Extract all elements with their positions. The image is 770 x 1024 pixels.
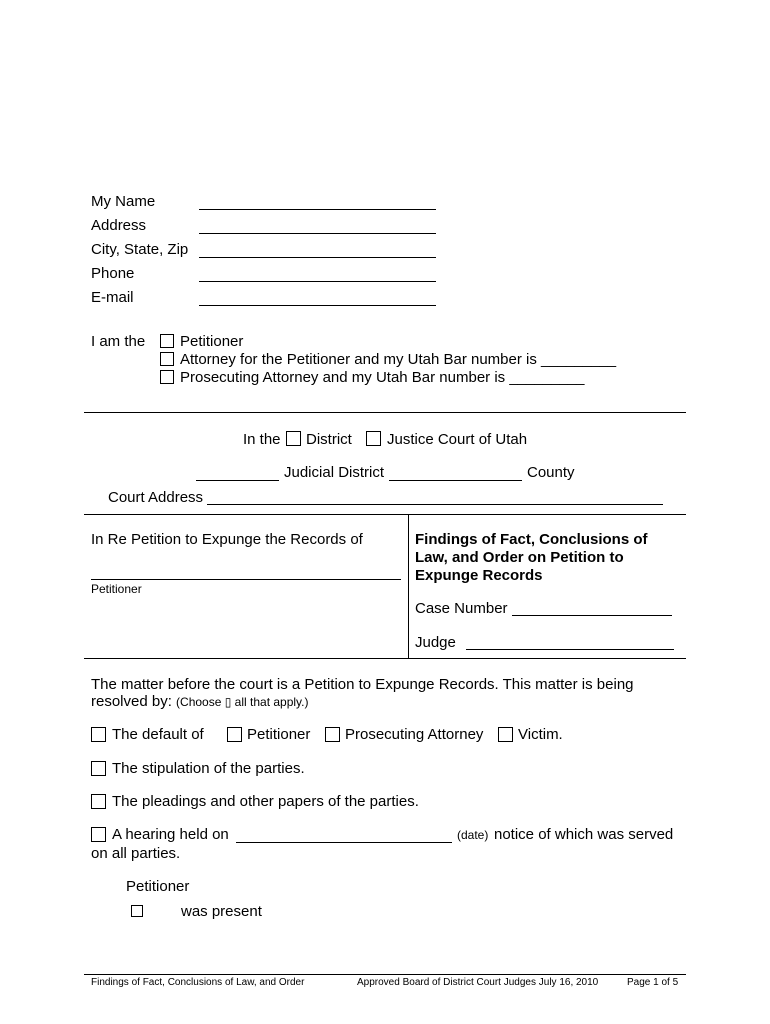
role-attorney-label: Attorney for the Petitioner and my Utah Bar number is _________	[180, 351, 617, 368]
role-petitioner-label: Petitioner	[180, 333, 244, 350]
hearing-checkbox[interactable]	[91, 827, 106, 842]
address-label: Address	[91, 217, 147, 234]
default-of-label: The default of	[112, 726, 204, 743]
prosecuting-attorney-checkbox[interactable]	[160, 370, 174, 384]
caption-top-border	[84, 514, 686, 515]
hearing-label: A hearing held on	[112, 826, 229, 843]
phone-label: Phone	[91, 265, 135, 282]
default-checkbox[interactable]	[91, 727, 106, 742]
judge-field[interactable]	[466, 649, 674, 650]
petitioner-name-field[interactable]	[91, 579, 401, 580]
petitioner-checkbox[interactable]	[160, 334, 174, 348]
attorney-checkbox[interactable]	[160, 352, 174, 366]
resolved-by-text: resolved by:	[91, 693, 172, 710]
petitioner-caption-label: Petitioner	[91, 582, 142, 596]
document-title-line1: Findings of Fact, Conclusions of	[415, 531, 648, 548]
petitioner-present-checkbox[interactable]	[131, 905, 143, 917]
divider	[84, 412, 686, 413]
caption-divider	[408, 514, 409, 658]
footer-page-number: Page 1 of 5	[627, 977, 679, 988]
email-field[interactable]	[199, 305, 436, 306]
stipulation-checkbox[interactable]	[91, 761, 106, 776]
judicial-district-label: Judicial District	[284, 464, 385, 481]
district-label: District	[306, 431, 352, 448]
city-label: City, State, Zip	[91, 241, 189, 258]
document-title-line2: Law, and Order on Petition to	[415, 549, 624, 566]
name-label: My Name	[91, 193, 156, 210]
district-checkbox[interactable]	[286, 431, 301, 446]
judge-label: Judge	[415, 634, 456, 651]
county-label: County	[527, 464, 575, 481]
county-field[interactable]	[389, 480, 522, 481]
pleadings-label: The pleadings and other papers of the parties.	[112, 793, 419, 810]
in-re-text: In Re Petition to Expunge the Records of	[91, 531, 363, 548]
footer-rule	[84, 974, 686, 975]
court-address-label: Court Address	[108, 489, 204, 506]
default-prosecutor-checkbox[interactable]	[325, 727, 340, 742]
phone-field[interactable]	[199, 281, 436, 282]
case-number-field[interactable]	[512, 615, 672, 616]
default-victim-checkbox[interactable]	[498, 727, 513, 742]
footer-center: Approved Board of District Court Judges July 16, 2010	[357, 977, 599, 988]
stipulation-label: The stipulation of the parties.	[112, 760, 305, 777]
default-prosecutor-label: Prosecuting Attorney	[345, 726, 484, 743]
email-label: E-mail	[91, 289, 134, 306]
justice-court-checkbox[interactable]	[366, 431, 381, 446]
in-the-label: In the	[243, 431, 281, 448]
hearing-date-field[interactable]	[236, 842, 452, 843]
caption-bottom-border	[84, 658, 686, 659]
pleadings-checkbox[interactable]	[91, 794, 106, 809]
justice-court-label: Justice Court of Utah	[387, 431, 528, 448]
document-title-line3: Expunge Records	[415, 567, 543, 584]
date-note: (date)	[457, 828, 489, 842]
intro-line1: The matter before the court is a Petition to Expunge Records. This matter is being	[91, 676, 634, 693]
court-address-field[interactable]	[207, 504, 663, 505]
footer-left: Findings of Fact, Conclusions of Law, and Order	[91, 977, 305, 988]
default-victim-label: Victim.	[518, 726, 563, 743]
judicial-district-field[interactable]	[196, 480, 279, 481]
on-all-parties-text: on all parties.	[91, 845, 181, 862]
petitioner-heading: Petitioner	[126, 878, 190, 895]
role-lead: I am the	[91, 333, 146, 350]
default-petitioner-label: Petitioner	[247, 726, 311, 743]
choose-note: (Choose ▯ all that apply.)	[176, 695, 309, 709]
notice-text: notice of which was served	[494, 826, 674, 843]
case-number-label: Case Number	[415, 600, 508, 617]
intro-line2	[91, 693, 309, 710]
role-prosecutor-label: Prosecuting Attorney and my Utah Bar number is _________	[180, 369, 585, 386]
address-field[interactable]	[199, 233, 436, 234]
was-present-label: was present	[181, 903, 262, 920]
name-field[interactable]	[199, 209, 436, 210]
default-petitioner-checkbox[interactable]	[227, 727, 242, 742]
city-field[interactable]	[199, 257, 436, 258]
